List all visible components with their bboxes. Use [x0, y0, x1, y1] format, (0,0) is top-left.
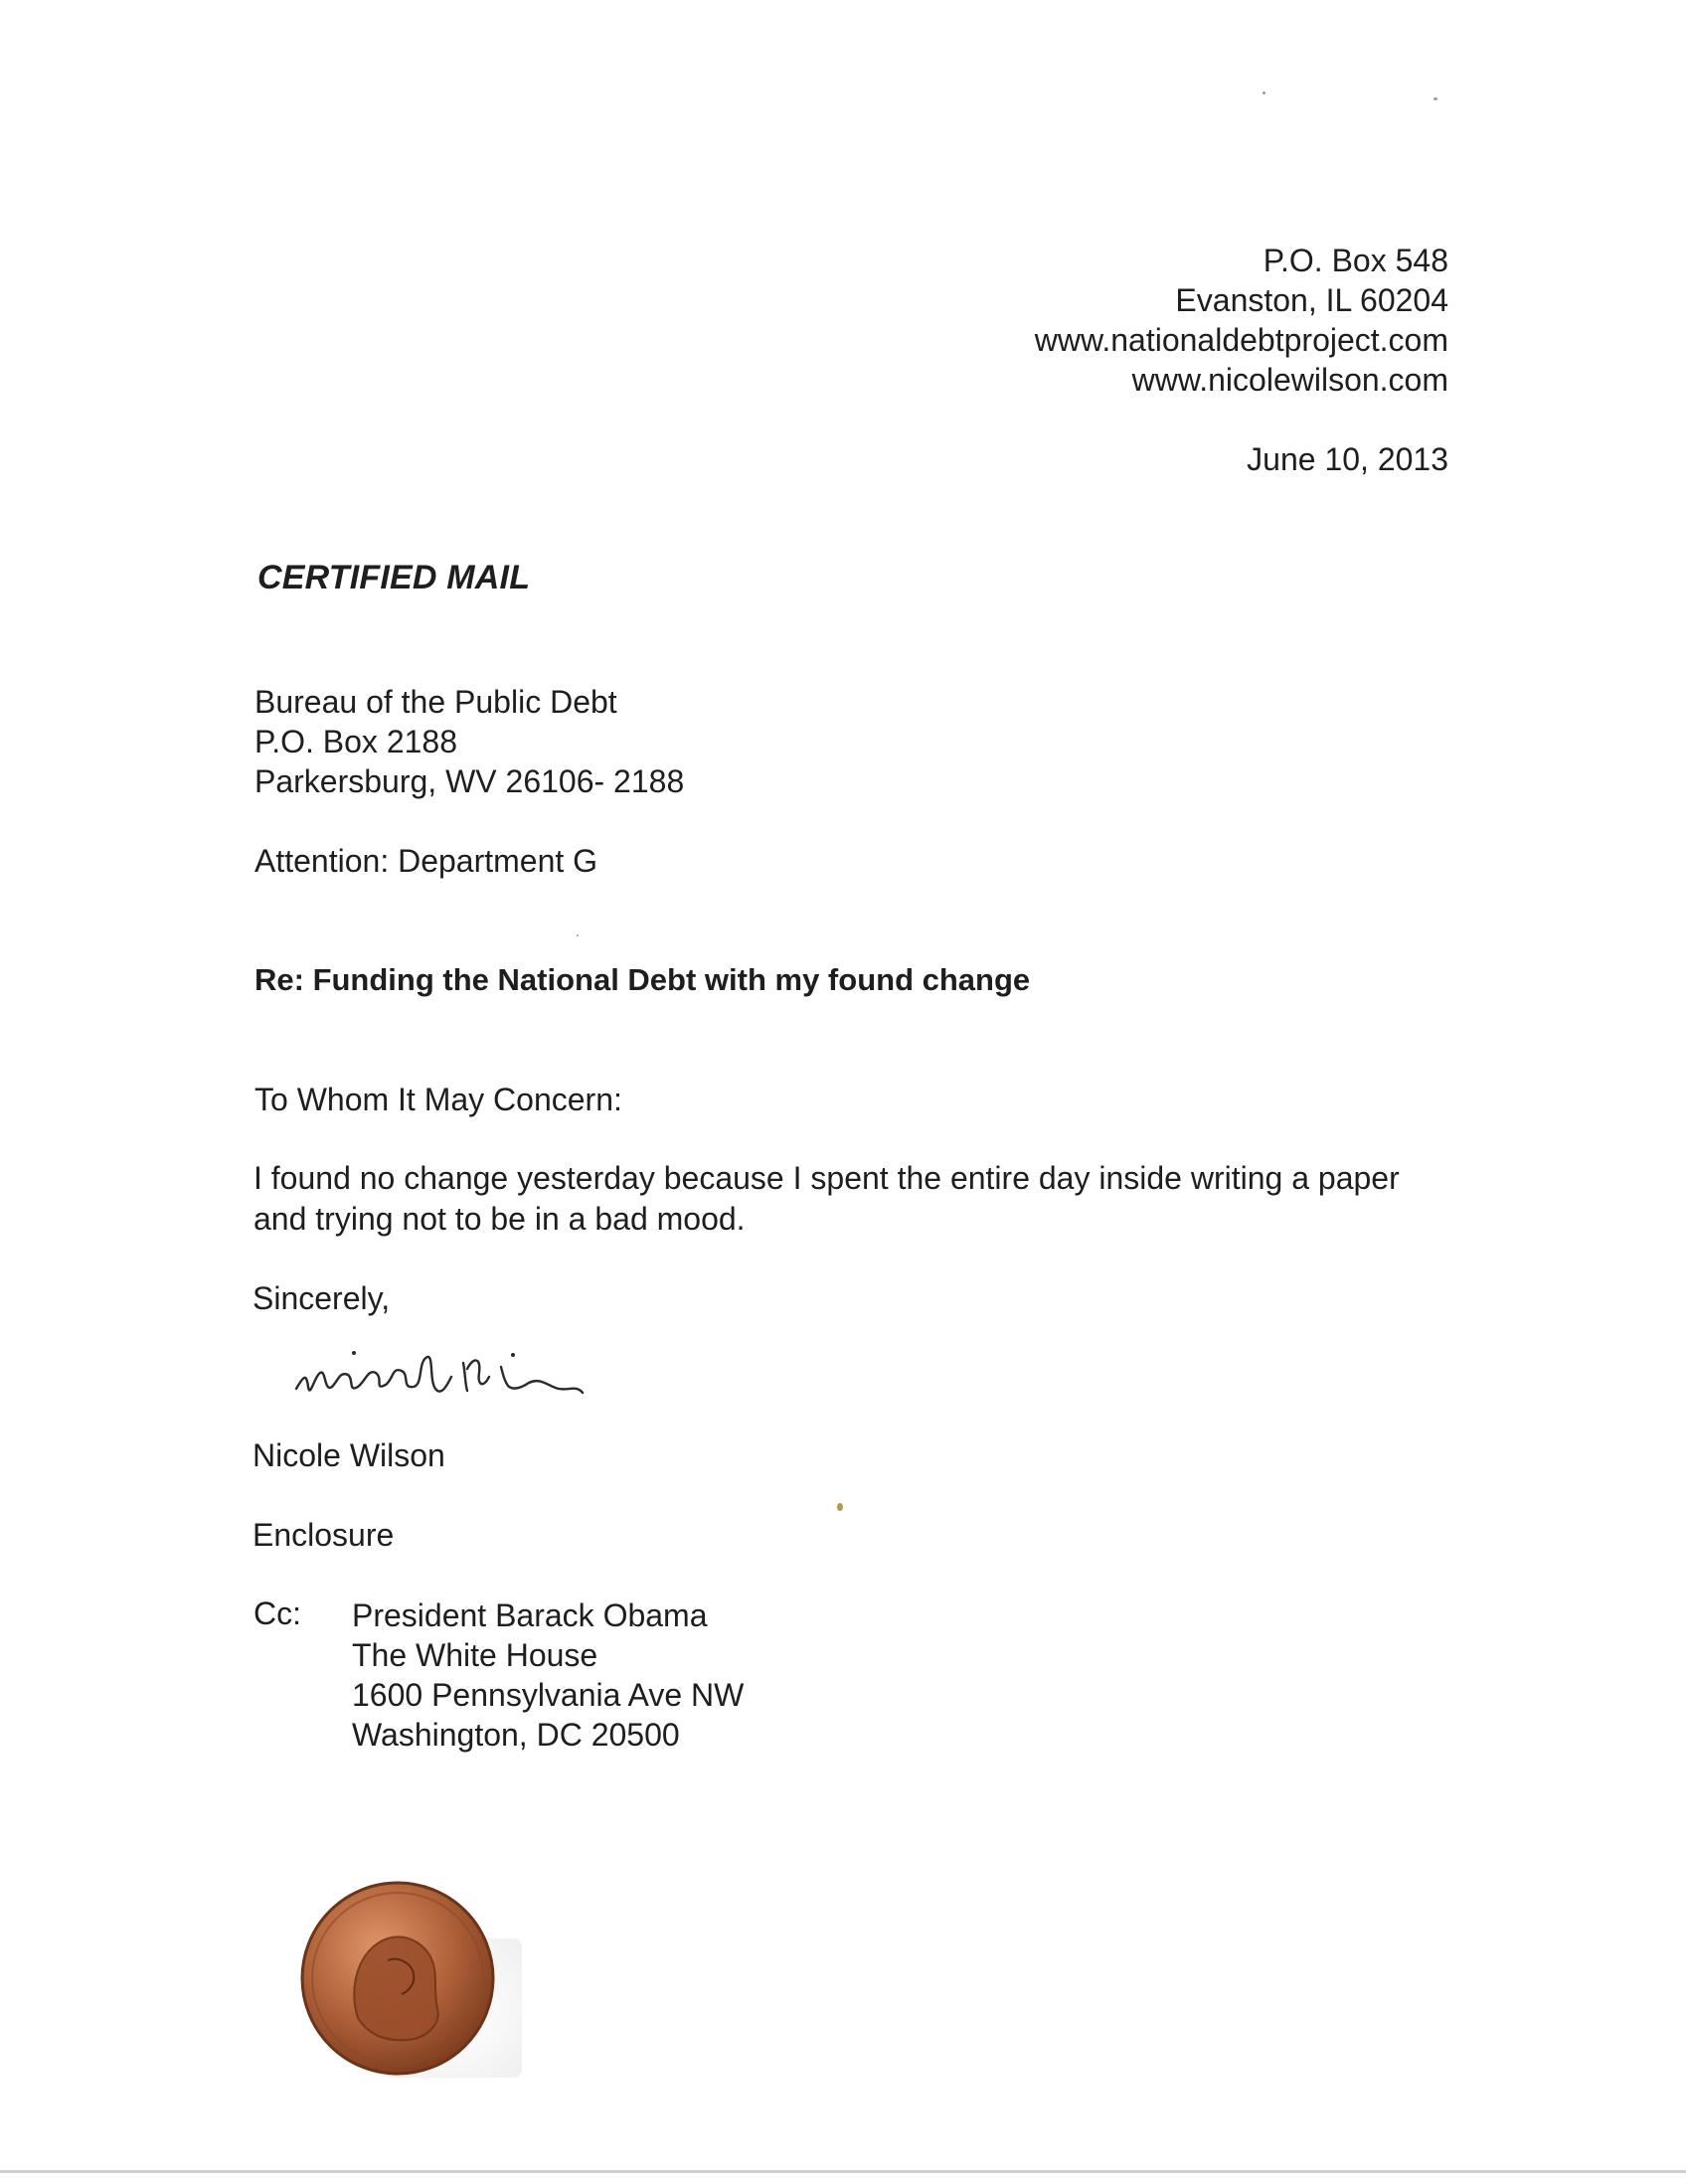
sender-address-line-2: Evanston, IL 60204 [1175, 282, 1448, 318]
enclosure-note: Enclosure [253, 1517, 395, 1553]
penny-coin-image [288, 1869, 527, 2107]
scan-speck [1263, 91, 1265, 94]
scan-speck [837, 1503, 843, 1511]
letter-body [253, 1158, 1476, 1240]
signature-image [288, 1327, 666, 1417]
cc-line: 1600 Pennsylvania Ave NW [352, 1677, 745, 1713]
cc-line: The White House [352, 1637, 598, 1673]
closing: Sincerely, [253, 1280, 391, 1316]
recipient-name: Bureau of the Public Debt [254, 684, 617, 720]
cc-address-block [352, 1596, 744, 1755]
recipient-attention: Attention: Department G [254, 843, 598, 879]
subject-line: Re: Funding the National Debt with my found change [254, 962, 1031, 997]
body-line-1: I found no change yesterday because I spent the entire day inside writing a paper [253, 1160, 1400, 1196]
recipient-address-line-2: Parkersburg, WV 26106- 2188 [254, 763, 685, 799]
sender-website-1: www.nationaldebtproject.com [1034, 322, 1448, 358]
signer-name: Nicole Wilson [253, 1437, 445, 1473]
recipient-address-line-1: P.O. Box 2188 [254, 724, 457, 759]
scan-speck [577, 934, 579, 936]
cc-label: Cc: [253, 1596, 301, 1631]
scan-speck [1433, 97, 1437, 100]
body-line-2: and trying not to be in a bad mood. [253, 1201, 746, 1237]
cc-line: President Barack Obama [352, 1597, 708, 1633]
letter-date: June 10, 2013 [1247, 441, 1448, 477]
scan-bottom-edge [0, 2170, 1686, 2173]
sender-website-2: www.nicolewilson.com [1131, 362, 1448, 398]
salutation: To Whom It May Concern: [254, 1082, 622, 1117]
delivery-method-heading: CERTIFIED MAIL [257, 559, 531, 596]
sender-address-line-1: P.O. Box 548 [1263, 243, 1448, 278]
cc-line: Washington, DC 20500 [352, 1717, 680, 1753]
